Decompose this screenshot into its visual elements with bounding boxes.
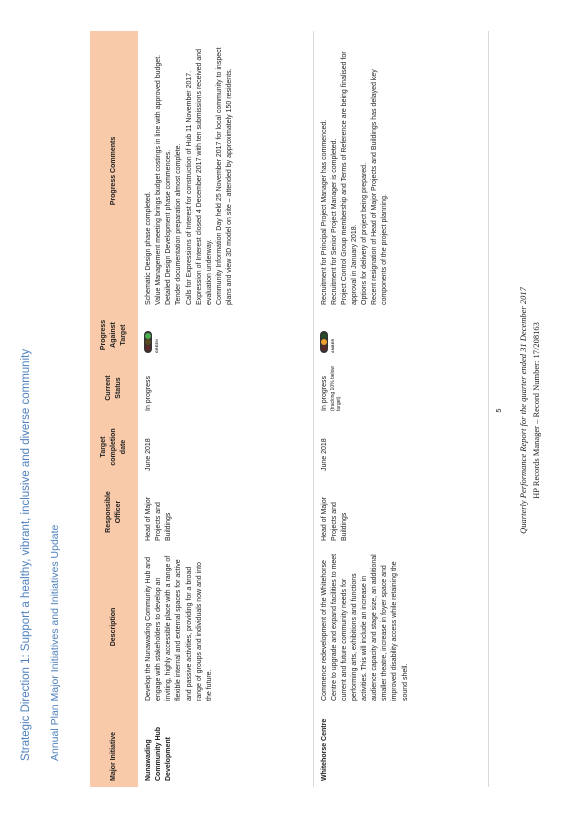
header-officer: Responsible Officer <box>90 477 138 547</box>
status-text: In progress <box>320 375 328 411</box>
comment-line: Value Management meeting brings budget costings in line with approved budget. <box>155 54 163 305</box>
comment-line: Options for delivery of project being prepared. <box>361 162 369 305</box>
strategic-direction-heading: Strategic Direction 1: Support a healthy, vibrant, inclusive and diverse community <box>20 348 32 761</box>
progress-cell <box>138 311 313 359</box>
traffic-light-icon <box>320 331 328 353</box>
table-row <box>313 31 488 787</box>
header-initiative: Major Initiative <box>90 707 138 787</box>
comment-line: Calls for Expressions of Interest for construction of Hub 11 November 2017. <box>185 70 193 305</box>
initiative-cell: Nunawading Community Hub Development <box>138 707 313 787</box>
progress-label: AMBER <box>330 338 335 353</box>
target-cell: June 2018 <box>313 417 488 477</box>
progress-label: GREEN <box>155 339 160 353</box>
comment-line: Project Control Group membership and Terms of Reference are being finalised for approval in January 2018. <box>340 51 358 305</box>
header-description: Description <box>90 547 138 707</box>
progress-cell <box>313 311 488 359</box>
comment-line: Community Information Day held 25 November 2017 for local community to inspect plans and view 3D model on site – attended by approximately 150 residents. <box>215 47 234 305</box>
table-row <box>138 31 313 787</box>
header-target: Target completion date <box>90 417 138 477</box>
header-comments: Progress Comments <box>90 31 138 311</box>
description-cell: Develop the Nunawading Community Hub and engage with stakeholders to develop an inviting, highly accessible place with a range of flexible internal and external spaces for active and passive activities, providing for a broad range of groups and individuals now and into the future. <box>138 547 313 707</box>
comment-line: Recruitment for Senior Project Manager is completed. <box>330 138 338 305</box>
amber-lamp-icon <box>321 339 327 345</box>
footer-record-number: HP Records Manager – Record Number: 17/208163 <box>531 322 541 499</box>
comments-cell <box>138 31 313 311</box>
red-lamp-icon <box>145 345 151 351</box>
comments-cell <box>313 31 488 311</box>
section-subheading: Annual Plan Major Initiatives and Initiatives Update <box>49 524 61 761</box>
comment-line: Tender documentation preparation almost complete. <box>175 143 183 305</box>
table-header-row <box>90 31 138 787</box>
status-cell <box>313 359 488 417</box>
page-number: 5 <box>496 408 503 413</box>
comment-line: Expression of Interest closed 4 December 2017 with ten submissions received and evaluation underway. <box>195 48 213 305</box>
officer-cell: Head of Major Projects and Buildings <box>313 477 488 547</box>
green-lamp-icon <box>145 333 151 339</box>
initiatives-table <box>90 31 489 787</box>
status-note: (tracking 10% below target) <box>329 365 343 411</box>
red-lamp-icon <box>321 345 327 351</box>
footer-report-title: Quarterly Performance Report for the quarter ended 31 December 2017 <box>518 287 528 534</box>
comment-line: Recruitment for Principal Project Manager has commenced. <box>320 119 328 305</box>
comment-line: Detailed Design Development phase commences. <box>165 149 173 305</box>
header-status: Current Status <box>90 359 138 417</box>
target-cell: June 2018 <box>138 417 313 477</box>
comment-line: Recent resignation of Head of Major Projects and Buildings has delayed key components of the project planning. <box>371 69 389 305</box>
green-lamp-icon <box>321 333 327 339</box>
comment-line: Schematic Design phase completed. <box>145 191 152 305</box>
status-text: In progress <box>145 375 152 411</box>
description-cell: Commence redevelopment of the Whitehorse Centre to upgrade and expand facilities to meet current and future community needs for performing arts, exhibitions and functions activities. This will include an increase in audience capacity and stage size, an additional smaller theatre, increase in foyer space and improved disability access while retaining the sound shell. <box>313 547 488 707</box>
initiative-cell: Whitehorse Centre <box>313 707 488 787</box>
header-progress: Progress Against Target <box>90 311 138 359</box>
amber-lamp-icon <box>145 339 151 345</box>
traffic-light-icon <box>144 331 152 353</box>
officer-cell: Head of Major Projects and Buildings <box>138 477 313 547</box>
status-cell <box>138 359 313 417</box>
